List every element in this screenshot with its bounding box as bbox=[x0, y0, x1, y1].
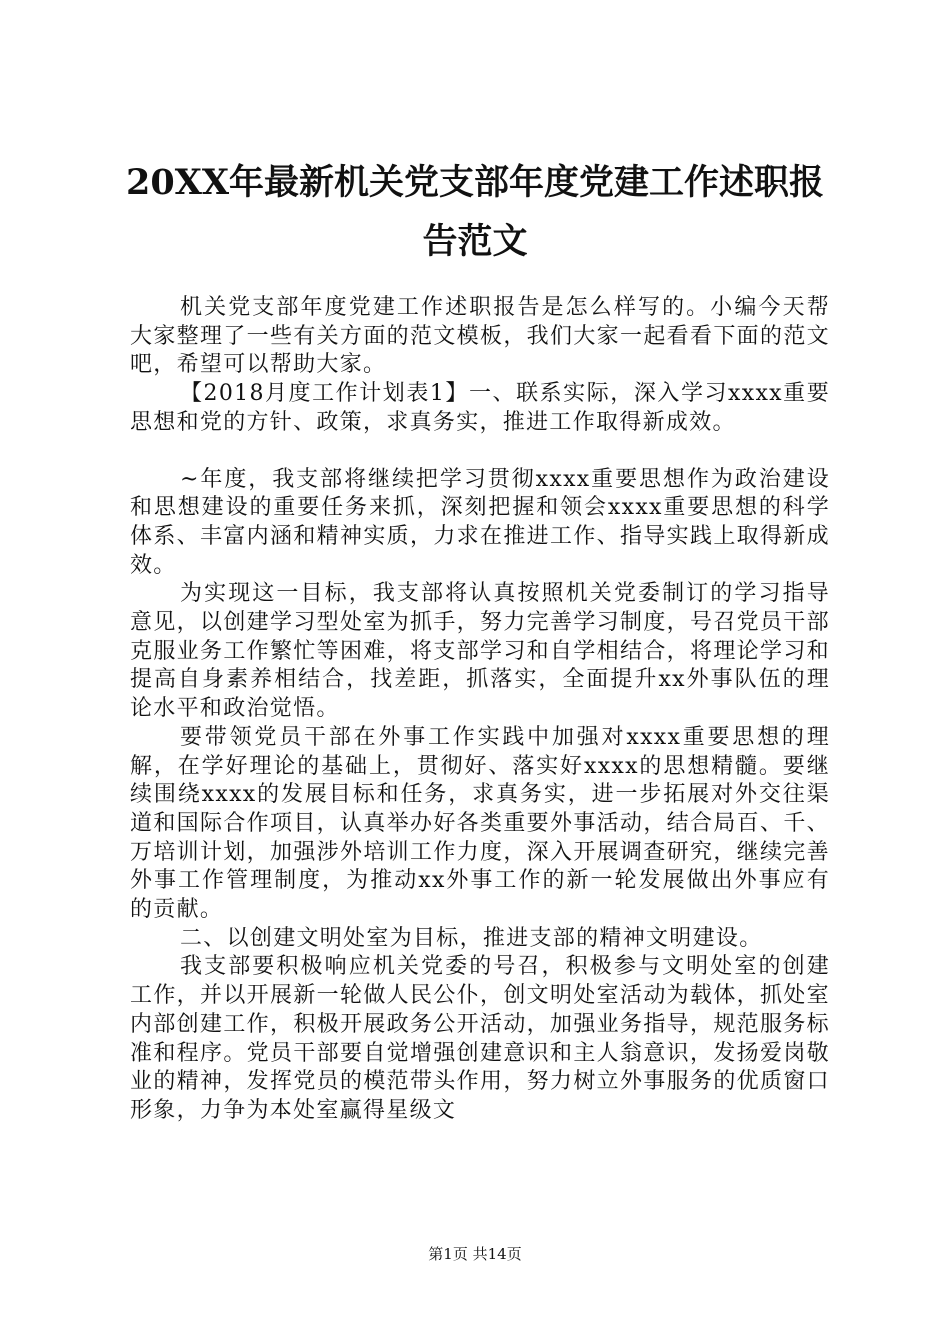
paragraph-annual-study: ~年度，我支部将继续把学习贯彻xxxx重要思想作为政治建设和思想建设的重要任务来抓，深刻把握和领会xxxx重要思想的科学体系、丰富内涵和精神实质，力求在推进工作、指导实践上取得新成效。 bbox=[130, 466, 830, 578]
paragraph-section-1-heading: 【2018月度工作计划表1】一、联系实际，深入学习xxxx重要思想和党的方针、政策，求真务实，推进工作取得新成效。 bbox=[130, 381, 830, 435]
page-number-footer: 第1页 共14页 bbox=[428, 1245, 522, 1263]
paragraph-civilization: 我支部要积极响应机关党委的号召，积极参与文明处室的创建工作，并以开展新一轮做人民公仆，创文明处室活动为载体，抓处室内部创建工作，积极开展政务公开活动，加强业务指导，规范服务标准和程序。党员干部要自觉增强创建意识和主人翁意识，发扬爱岗敬业的精神，发挥党员的模范带头作用，努力树立外事服务的优质窗口形象，力争为本处室赢得星级文 bbox=[130, 954, 830, 1123]
document-title-line-2: 告范文 bbox=[422, 221, 528, 262]
document-body bbox=[130, 294, 830, 1126]
paragraph-section-2-heading: 二、以创建文明处室为目标，推进支部的精神文明建设。 bbox=[180, 925, 763, 951]
paragraph-practice: 要带领党员干部在外事工作实践中加强对xxxx重要思想的理解，在学好理论的基础上，贯彻好、落实好xxxx的思想精髓。要继续围绕xxxx的发展目标和任务，求真务实，进一步拓展对外交往渠道和国际合作项目，认真举办好各类重要外事活动，结合局百、千、万培训计划，加强涉外培训工作力度，深入开展调查研究，继续完善外事工作管理制度，为推动xx外事工作的新一轮发展做出外事应有的贡献。 bbox=[130, 724, 830, 923]
document-title-line-1: 20XX年最新机关党支部年度党建工作述职报 bbox=[125, 162, 825, 203]
paragraph-intro: 机关党支部年度党建工作述职报告是怎么样写的。小编今天帮大家整理了一些有关方面的范文模板，我们大家一起看看下面的范文吧，希望可以帮助大家。 bbox=[130, 295, 830, 378]
paragraph-study-goal: 为实现这一目标，我支部将认真按照机关党委制订的学习指导意见，以创建学习型处室为抓手，努力完善学习制度，号召党员干部克服业务工作繁忙等困难，将支部学习和自学相结合，将理论学习和提高自身素养相结合，找差距，抓落实，全面提升xx外事队伍的理论水平和政治觉悟。 bbox=[130, 581, 830, 722]
